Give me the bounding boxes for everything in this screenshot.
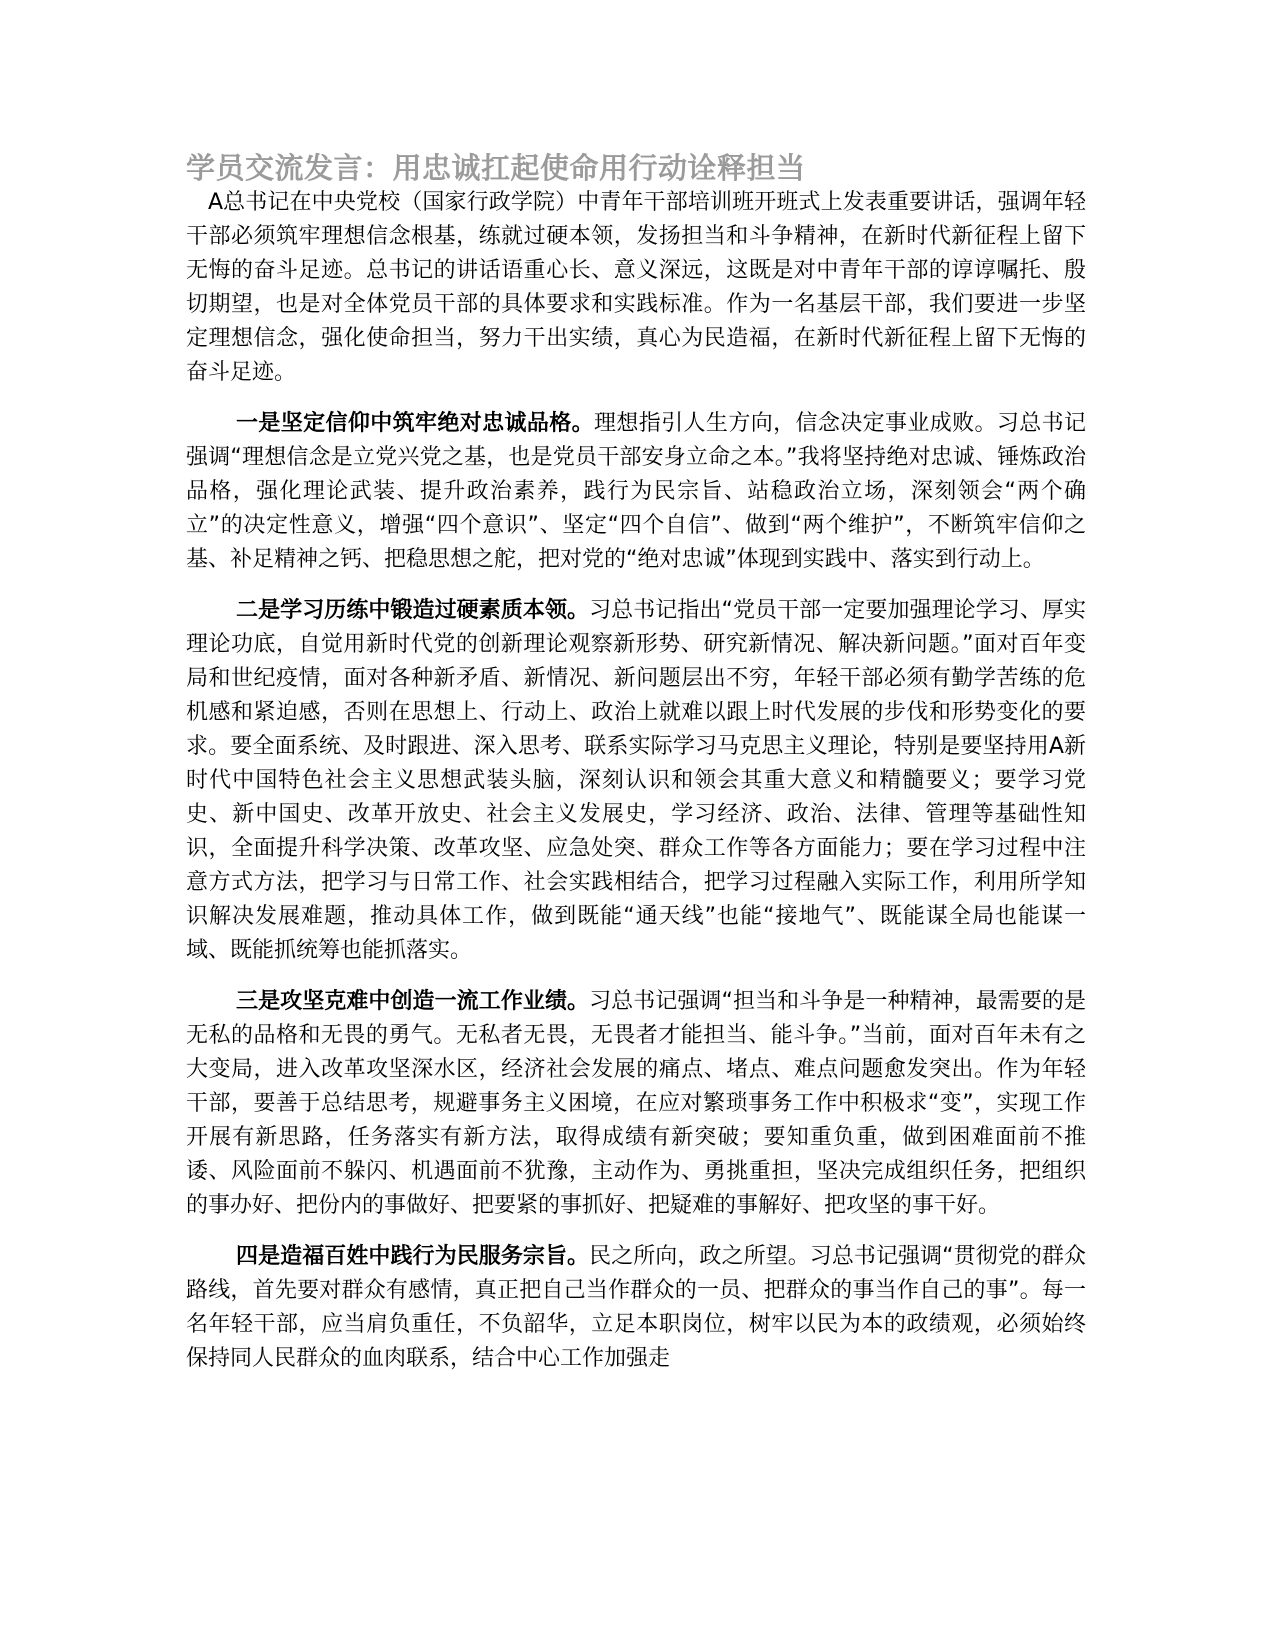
intro-paragraph: A总书记在中央党校（国家行政学院）中青年干部培训班开班式上发表重要讲话，强调年轻干部必须筑牢理想信念根基，练就过硬本领，发扬担当和斗争精神，在新时代新征程上留下无悔的奋斗足迹。总书记的讲话语重心长、意义深远，这既是对中青年干部的谆谆嘱托、殷切期望，也是对全体党员干部的具体要求和实践标准。作为一名基层干部，我们要进一步坚定理想信念，强化使命担当，努力干出实绩，真心为民造福，在新时代新征程上留下无悔的奋斗足迹。: [186, 190, 1086, 385]
section-body-3: 习总书记强调“担当和斗争是一种精神，最需要的是无私的品格和无畏的勇气。无私者无畏，无畏者才能担当、能斗争。”当前，面对百年未有之大变局，进入改革攻坚深水区，经济社会发展的痛点、堵点、难点问题愈发突出。作为年轻干部，要善于总结思考，规避事务主义困境，在应对繁琐事务工作中积极求“变”，实现工作开展有新思路，任务落实有新方法，取得成绩有新突破；要知重负重，做到困难面前不推诿、风险面前不躲闪、机遇面前不犹豫，主动作为、勇挑重担，坚决完成组织任务，把组织的事办好、把份内的事做好、把要紧的事抓好、把疑难的事解好、把攻坚的事干好。: [186, 989, 1086, 1218]
section-body-1: 理想指引人生方向，信念决定事业成败。习总书记强调“理想信念是立党兴党之基，也是党员干部安身立命之本。”我将坚持绝对忠诚、锤炼政治品格，强化理论武装、提升政治素养，践行为民宗旨、站稳政治立场，深刻领会“两个确立”的决定性意义，增强“四个意识”、坚定“四个自信”、做到“两个维护”，不断筑牢信仰之基、补足精神之钙、把稳思想之舵，把对党的“绝对忠诚”体现到实践中、落实到行动上。: [186, 411, 1086, 572]
section-heading-2: 二是学习历练中锻造过硬素质本领。: [236, 598, 590, 623]
section-heading-1: 一是坚定信仰中筑牢绝对忠诚品格。: [236, 411, 595, 436]
section-heading-3: 三是攻坚克难中创造一流工作业绩。: [236, 989, 590, 1014]
section-paragraph-3: [186, 985, 1086, 1223]
document-title: 学员交流发言：用忠诚扛起使命用行动诠释担当: [186, 151, 806, 185]
section-heading-4: 四是造福百姓中践行为民服务宗旨。: [236, 1244, 590, 1269]
section-paragraph-2: [186, 594, 1086, 968]
section-body-4: 民之所向，政之所望。习总书记强调“贯彻党的群众路线，首先要对群众有感情，真正把自己当作群众的一员、把群众的事当作自己的事”。每一名年轻干部，应当肩负重任，不负韶华，立足本职岗位，树牢以民为本的政绩观，必须始终保持同人民群众的血肉联系，结合中心工作加强走: [186, 1244, 1086, 1371]
section-body-2: 习总书记指出“党员干部一定要加强理论学习、厚实理论功底，自觉用新时代党的创新理论观察新形势、研究新情况、解决新问题。”面对百年变局和世纪疫情，面对各种新矛盾、新情况、新问题层出不穷，年轻干部必须有勤学苦练的危机感和紧迫感，否则在思想上、行动上、政治上就难以跟上时代发展的步伐和形势变化的要求。要全面系统、及时跟进、深入思考、联系实际学习马克思主义理论，特别是要坚持用A新时代中国特色社会主义思想武装头脑，深刻认识和领会其重大意义和精髓要义；要学习党史、新中国史、改革开放史、社会主义发展史，学习经济、政治、法律、管理等基础性知识，全面提升科学决策、改革攻坚、应急处突、群众工作等各方面能力；要在学习过程中注意方式方法，把学习与日常工作、社会实践相结合，把学习过程融入实际工作，利用所学知识解决发展难题，推动具体工作，做到既能“通天线”也能“接地气”、既能谋全局也能谋一域、既能抓统筹也能抓落实。: [186, 598, 1086, 963]
section-paragraph-4: [186, 1240, 1086, 1376]
section-paragraph-1: [186, 407, 1086, 577]
document-page: [186, 150, 1086, 1376]
